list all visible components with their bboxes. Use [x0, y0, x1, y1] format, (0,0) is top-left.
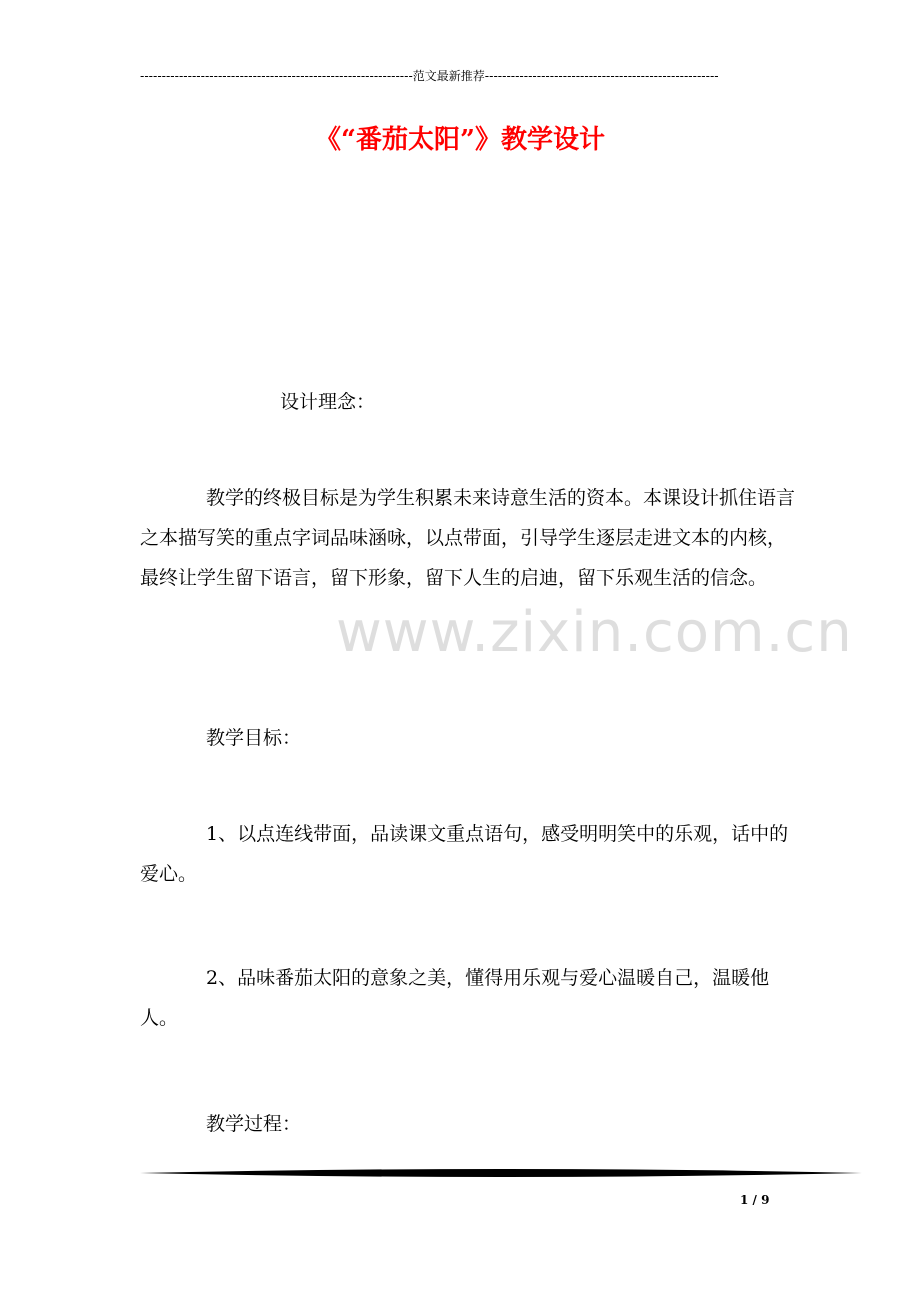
watermark: www.zixin.com.cn: [336, 600, 853, 665]
document-title: 《“番茄太阳”》教学设计: [315, 125, 605, 155]
goal-item-1: 1、以点连线带面，品读课文重点语句，感受明明笑中的乐观，话中的爱心。: [140, 823, 789, 885]
header-banner: ---------------------------------------------------------------范文最新推荐------------------------------------------------------: [140, 69, 719, 83]
teaching-goals-heading: 教学目标：: [206, 727, 302, 749]
page-number: 1 / 9: [740, 1193, 770, 1207]
teaching-process-heading: 教学过程：: [206, 1113, 302, 1135]
goal-item-2: 2、品味番茄太阳的意象之美，懂得用乐观与爱心温暖自己，温暖他人。: [140, 967, 770, 1029]
design-concept-body: 教学的终极目标是为学生积累未来诗意生活的资本。本课设计抓住语言之本描写笑的重点字词品味涵咏，以点带面，引导学生逐层走进文本的内核，最终让学生留下语言，留下形象，留下人生的启迪，留下乐观生活的信念。: [140, 487, 796, 589]
footer-rule: [140, 1166, 862, 1180]
design-concept-heading: 设计理念：: [280, 391, 376, 413]
